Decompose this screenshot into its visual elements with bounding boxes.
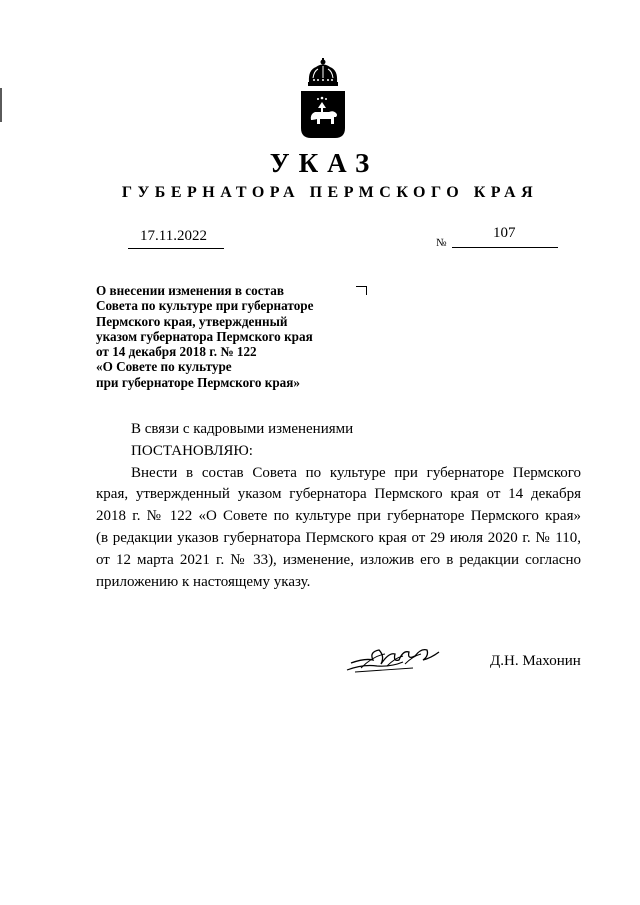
document-date: 17.11.2022 [140, 228, 207, 244]
paragraph-line: приложению к настоящему указу. [96, 573, 311, 590]
subject-line: О внесении изменения в состав [96, 283, 284, 298]
paragraph-line: 2018 г. № 122 «О Совете по культуре при губернаторе Пермского края» [96, 508, 581, 525]
number-underline [452, 247, 558, 248]
document-type-heading: УКАЗ [269, 148, 379, 178]
subject-line: Пермского края, утвержденный [96, 313, 288, 329]
handwritten-signature [343, 642, 443, 676]
document-number: 107 [493, 225, 516, 241]
paragraph-line: края, утвержденный указом губернатора Пермского края от 14 декабря [96, 486, 581, 503]
number-sign: № [436, 237, 447, 249]
resolve-heading: ПОСТАНОВЛЯЮ: [131, 442, 253, 459]
coat-of-arms-emblem [298, 58, 348, 144]
paragraph-line: от 12 марта 2021 г. № 33), изменение, изложив его в редакции согласно [96, 551, 581, 568]
subject-line: при губернаторе Пермского края» [96, 374, 300, 390]
document-body [96, 419, 581, 593]
paragraph-line: Внести в состав Совета по культуре при губернаторе Пермского [131, 464, 581, 481]
document-subject [96, 283, 376, 390]
scan-edge-mark [0, 88, 2, 122]
preamble: В связи с кадровыми изменениями [131, 421, 354, 437]
issuer-heading: ГУБЕРНАТОРА ПЕРМСКОГО КРАЯ [121, 184, 539, 201]
subject-line: указом губернатора Пермского края [96, 328, 313, 344]
subject-line: «О Совете по культуре [96, 359, 232, 375]
paragraph-line: (в редакции указов губернатора Пермского края от 29 июля 2020 г. № 110, [96, 529, 581, 546]
signer-name: Д.Н. Махонин [490, 653, 581, 669]
subject-line: от 14 декабря 2018 г. № 122 [96, 344, 257, 360]
date-underline [128, 248, 224, 249]
subject-line: Совета по культуре при губернаторе [96, 298, 314, 314]
